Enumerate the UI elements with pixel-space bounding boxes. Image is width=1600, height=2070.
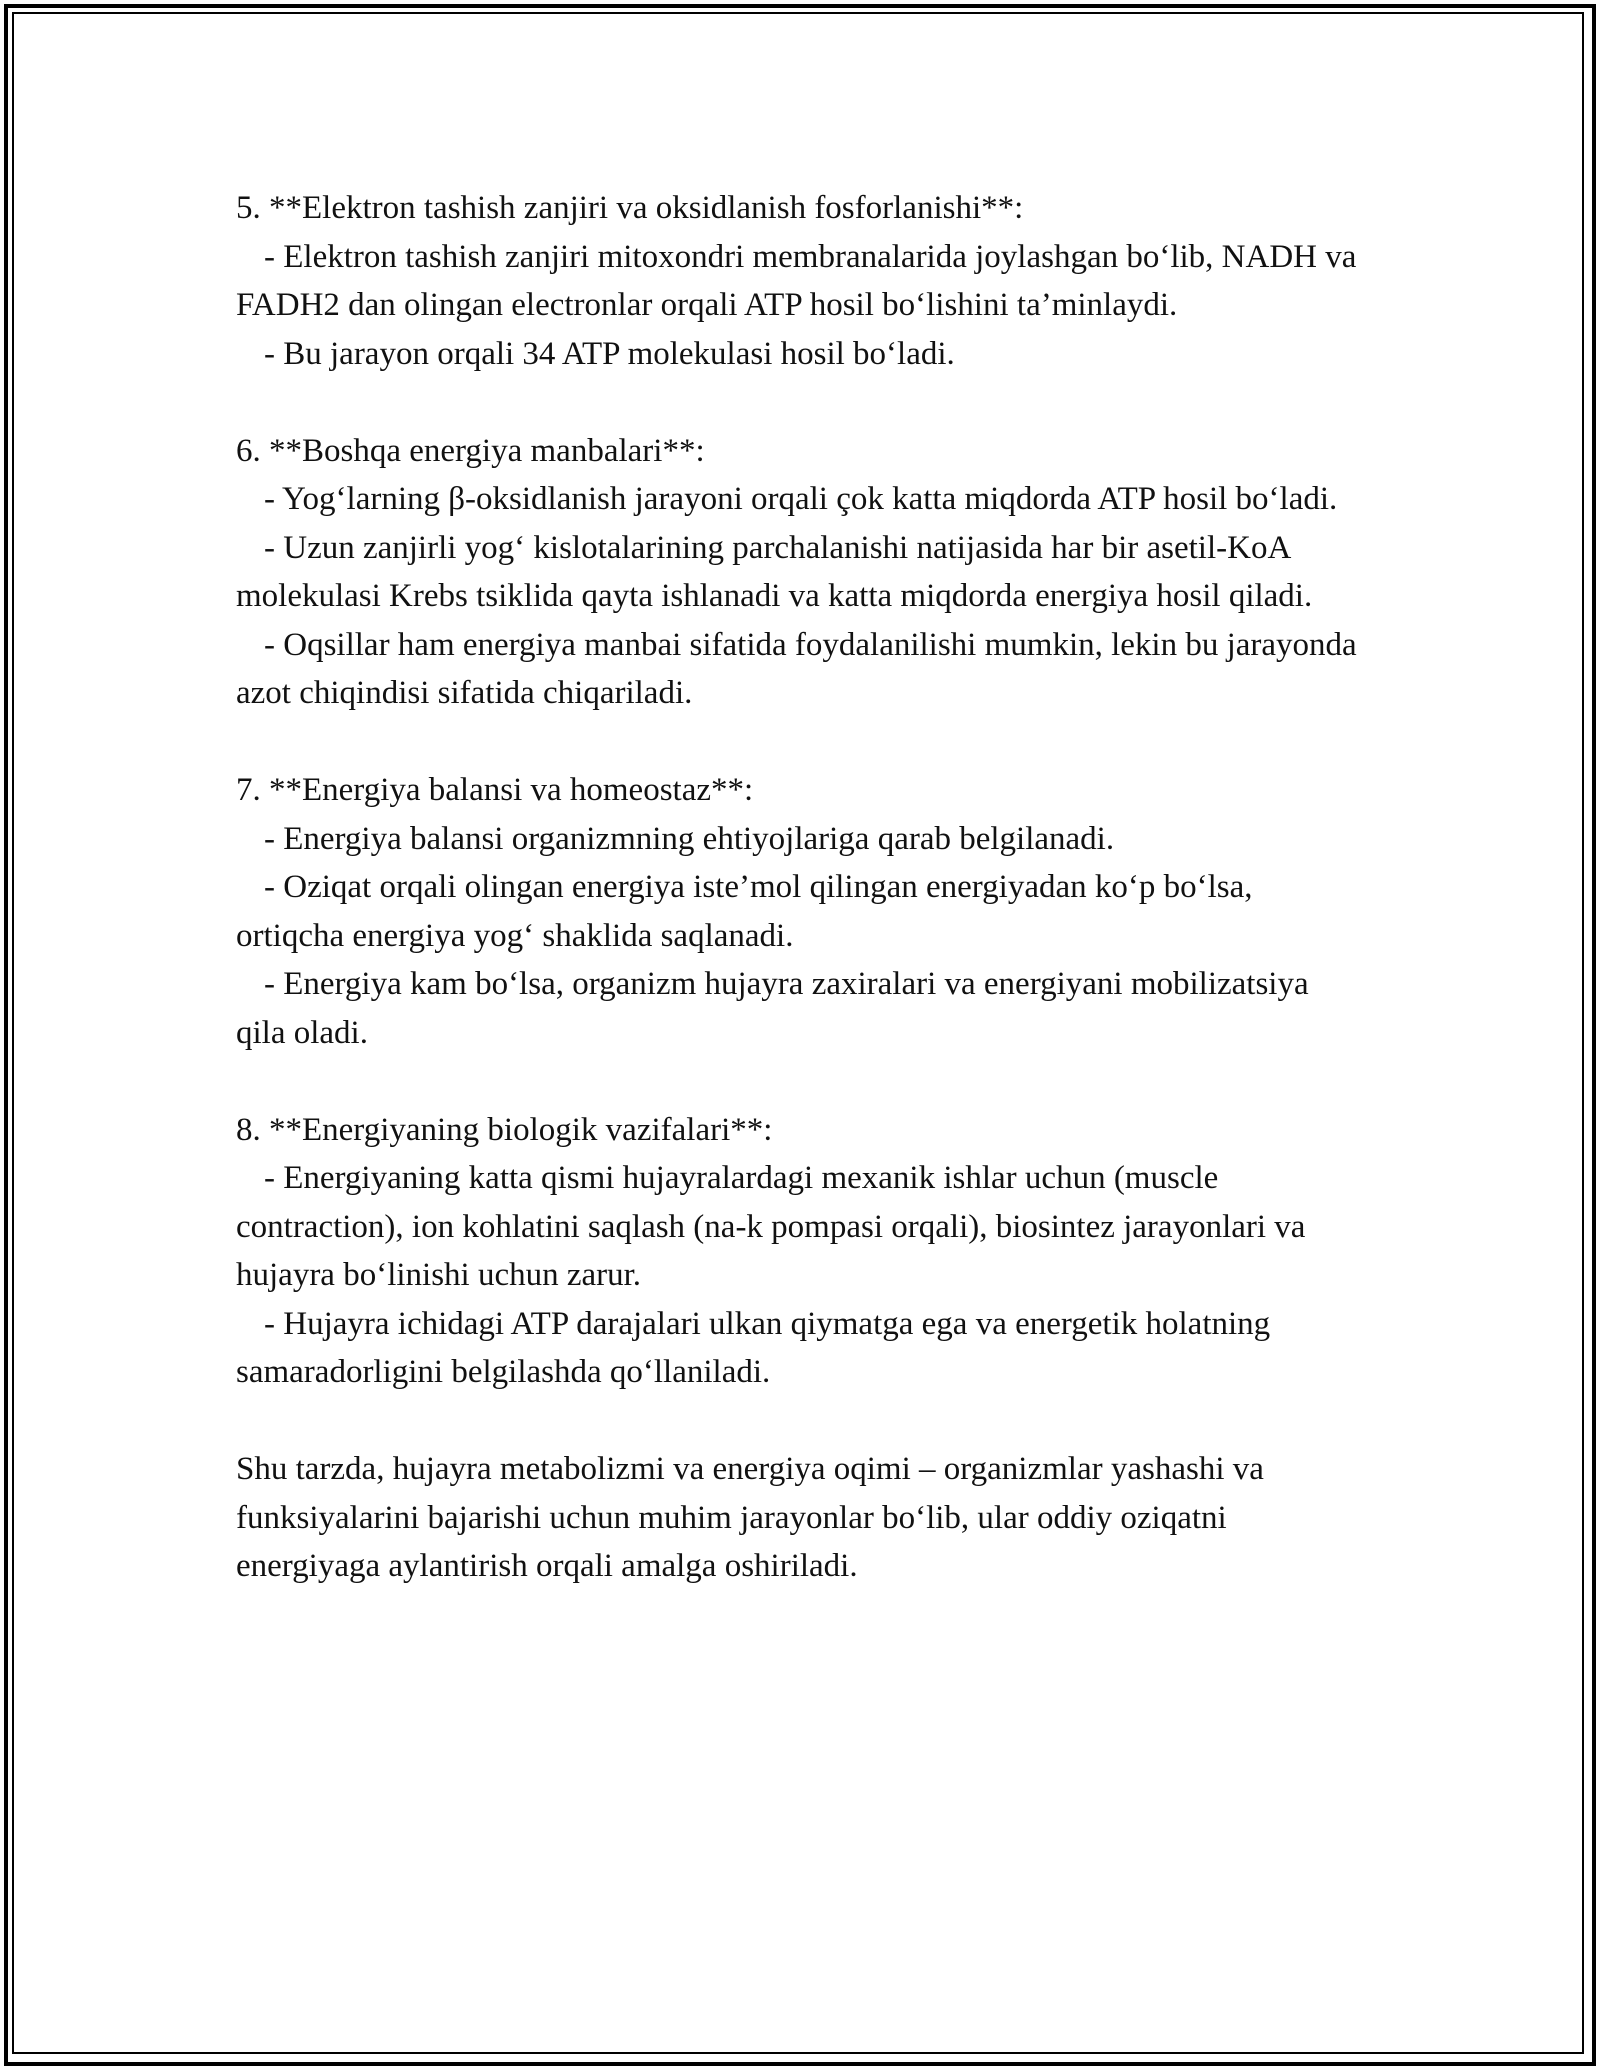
- bullet-item: - Oziqat orqali olingan energiya iste’mol qilingan energiyadan ko‘p bo‘lsa, ortiqcha energiya yog‘ shaklida saqlanadi.: [236, 869, 1253, 954]
- bullet-item: - Bu jarayon orqali 34 ATP molekulasi hosil bo‘ladi.: [264, 335, 955, 372]
- bullet-item: - Energiyaning katta qismi hujayralardagi mexanik ishlar uchun (muscle contraction), ion kohlatini saqlash (na-k pompasi orqali), biosintez jarayonlari va hujayra bo‘linishi uchun zarur.: [236, 1160, 1306, 1293]
- bullet-item: - Energiya kam bo‘lsa, organizm hujayra zaxiralari va energiyani mobilizatsiya qila oladi.: [236, 966, 1309, 1051]
- bullet-item: - Hujayra ichidagi ATP darajalari ulkan qiymatga ega va energetik holatning samaradorligini belgilashda qo‘llaniladi.: [236, 1305, 1271, 1390]
- section-heading: 8. **Energiyaning biologik vazifalari**:: [236, 1111, 773, 1148]
- document-body: [236, 184, 1366, 1591]
- section-5: [236, 184, 1366, 378]
- bullet-item: - Energiya balansi organizmning ehtiyojlariga qarab belgilanadi.: [264, 820, 1115, 857]
- conclusion-paragraph: Shu tarzda, hujayra metabolizmi va energiya oqimi – organizmlar yashashi va funksiyalarini bajarishi uchun muhim jarayonlar bo‘lib, ular oddiy oziqatni energiyaga aylantirish orqali amalga oshiriladi.: [236, 1451, 1264, 1584]
- bullet-item: - Oqsillar ham energiya manbai sifatida foydalanilishi mumkin, lekin bu jarayonda azot chiqindisi sifatida chiqariladi.: [236, 626, 1357, 711]
- section-heading: 5. **Elektron tashish zanjiri va oksidlanish fosforlanishi**:: [236, 190, 1024, 226]
- bullet-item: - Yog‘larning β-oksidlanish jarayoni orqali çok katta miqdorda ATP hosil bo‘ladi.: [264, 481, 1338, 517]
- section-7: [236, 766, 1366, 1057]
- paragraph-gap: [236, 718, 1366, 767]
- section-6: [236, 427, 1366, 718]
- section-8: [236, 1106, 1366, 1397]
- paragraph-gap: [236, 378, 1366, 427]
- bullet-item: - Uzun zanjirli yog‘ kislotalarining parchalanishi natijasida har bir asetil-KoA molekulasi Krebs tsiklida qayta ishlanadi va katta miqdorda energiya hosil qiladi.: [236, 529, 1313, 614]
- section-heading: 6. **Boshqa energiya manbalari**:: [236, 432, 705, 469]
- section-heading: 7. **Energiya balansi va homeostaz**:: [236, 772, 754, 808]
- bullet-item: - Elektron tashish zanjiri mitoxondri membranalarida joylashgan bo‘lib, NADH va FADH2 dan olingan electronlar orqali ATP hosil bo‘lishini ta’minlaydi.: [236, 238, 1357, 323]
- paragraph-gap: [236, 1397, 1366, 1446]
- paragraph-gap: [236, 1057, 1366, 1106]
